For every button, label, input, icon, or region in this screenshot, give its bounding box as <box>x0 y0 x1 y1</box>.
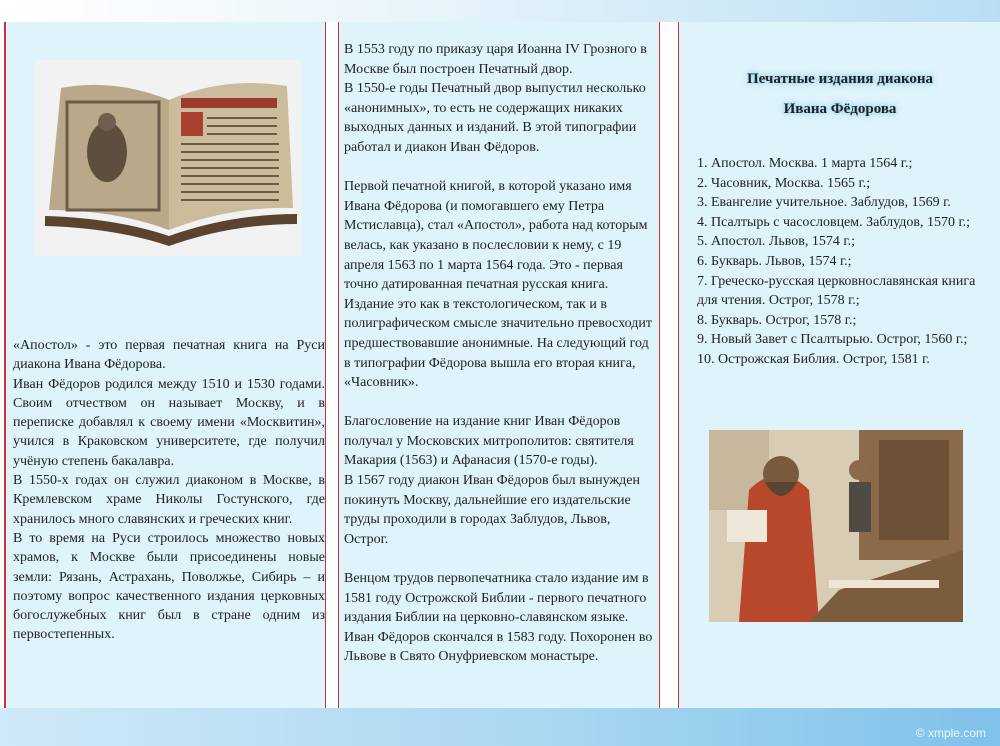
paragraph: «Апостол» - это первая печатная книга на Руси диакона Ивана Фёдорова. <box>13 338 325 373</box>
paragraph: Иван Фёдоров родился между 1510 и 1530 годами. Своим отчеством он называет Москву, и в переписке добавлял к своему имени «Москвитин», учился в Краковском университете, где получил учёную степень бакалавра. <box>13 376 325 469</box>
left-panel <box>4 22 326 708</box>
bottom-gradient-band <box>0 708 1000 746</box>
middle-text <box>344 40 658 667</box>
open-book-image <box>35 60 301 256</box>
paragraph: В 1550-е годы Печатный двор выпустил несколько «анонимных», то есть не содержащих никаких выходных данных и изданий. В этой типографии работал и диакон Иван Фёдоров. <box>344 81 646 155</box>
paragraph: В то время на Руси строилось множество новых храмов, к Москве были присоединены новые земли: Рязань, Астрахань, Поволжье, Сибирь – и поэтому вопрос качественного издания церковных богослужебных книг был в стране одним из первостепенных. <box>13 530 325 643</box>
editions-list <box>697 154 997 370</box>
top-gradient-band <box>0 0 1000 22</box>
paragraph: Благословение на издание книг Иван Фёдоров получал у Московских митрополитов: святителя Макария (1563) и Афанасия (1570-е годы). <box>344 414 634 469</box>
paragraph: Венцом трудов первопечатника стало издание им в 1581 году Острожской Библии - первого печатного издания Библии на церковно-славянском языке. <box>344 571 649 626</box>
list-item: 10. Острожская Библия. Острог, 1581 г. <box>697 351 930 367</box>
paragraph: Первой печатной книгой, в которой указано имя Ивана Фёдорова (и помогавшего ему Петра Мстиславца), стал «Апостол», работа над которым велась, как указано в послесловии к нему, с 19 апреля 1563 по 1 марта 1564 года. Это - первая точно датированная печатная русская книга. Издание это как в текстологическом, так и в полиграфическом смысле значительно превосходит предшествовавшие анонимные. На следующий год в типографии Фёдорова вышла его вторая книга, «Часовник». <box>344 179 652 391</box>
paragraph: В 1567 году диакон Иван Фёдоров был вынужден покинуть Москву, дальнейшие его издательские труды проходили в городах Заблудов, Львов, Острог. <box>344 473 640 547</box>
list-item: 3. Евангелие учительное. Заблудов, 1569 г. <box>697 195 951 211</box>
watermark-text: © xmple.com <box>915 726 986 740</box>
list-item: 2. Часовник, Москва. 1565 г.; <box>697 175 871 191</box>
paragraph: В 1550-х годах он служил диаконом в Москве, в Кремлевском храме Николы Гостунского, где хранилось много славянских и греческих книг. <box>13 473 325 527</box>
title-line: Печатные издания диакона <box>746 71 934 87</box>
list-item: 1. Апостол. Москва. 1 марта 1564 г.; <box>697 156 913 171</box>
middle-panel <box>338 22 660 708</box>
list-item: 5. Апостол. Львов, 1574 г.; <box>697 234 855 250</box>
list-item: 9. Новый Завет с Псалтырью. Острог, 1560 г.; <box>697 332 968 348</box>
paragraph: Иван Фёдоров скончался в 1583 году. Похоронен во Львове в Свято Онуфриевском монастыре. <box>344 629 653 665</box>
paragraph: В 1553 году по приказу царя Иоанна IV Грозного в Москве был построен Печатный двор. <box>344 42 647 77</box>
printer-painting-image <box>709 430 963 622</box>
editions-title <box>679 64 1000 124</box>
list-item: 4. Псалтырь с часословцем. Заблудов, 1570 г.; <box>697 214 971 230</box>
right-panel <box>678 22 1000 708</box>
list-item: 6. Букварь. Львов, 1574 г.; <box>697 253 852 269</box>
title-line: Ивана Фёдорова <box>783 101 897 117</box>
list-item: 7. Греческо-русская церковнославянская книга для чтения. Острог, 1578 г.; <box>697 273 976 309</box>
left-text <box>13 336 325 645</box>
list-item: 8. Букварь. Острог, 1578 г.; <box>697 312 857 328</box>
